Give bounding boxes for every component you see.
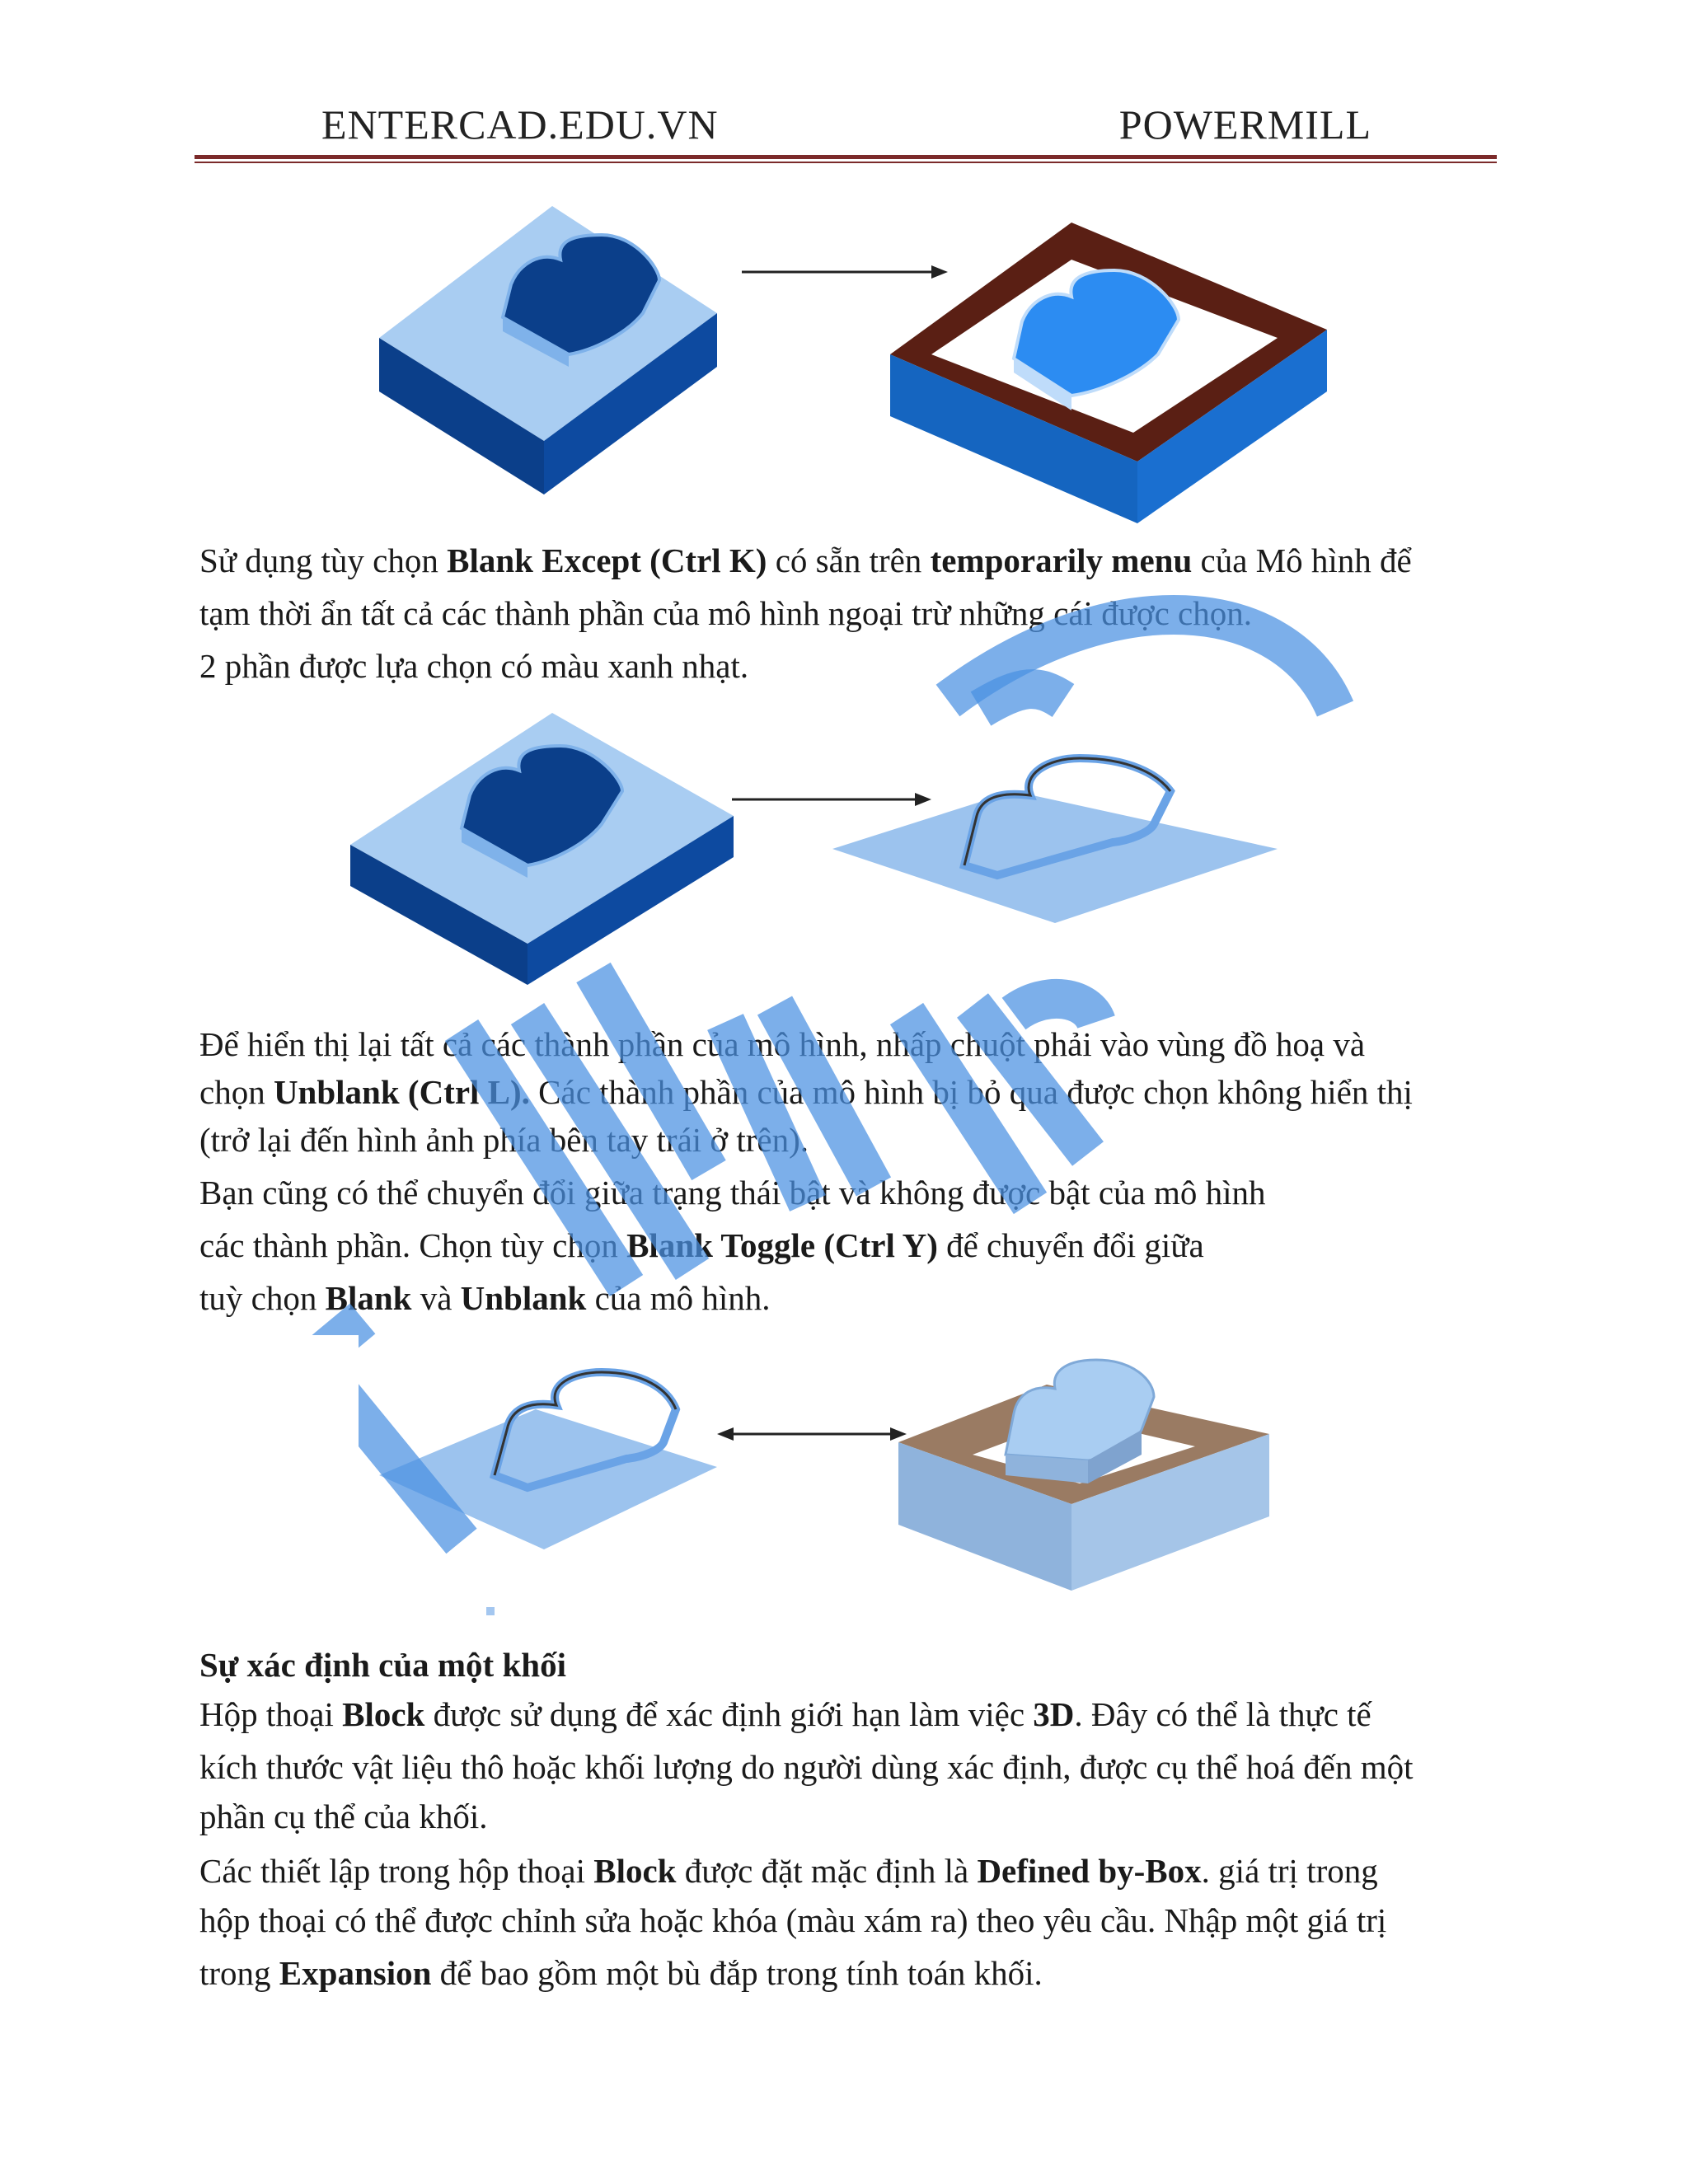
figure-blank-except — [363, 190, 1335, 536]
section-heading: Sự xác định của một khối — [199, 1646, 566, 1684]
model-block-right — [890, 223, 1327, 523]
term-temporarily-menu: temporarily menu — [930, 541, 1193, 579]
term-blank: Blank — [325, 1279, 412, 1317]
model-block-left — [350, 713, 734, 985]
term-defined-by-box: Defined by-Box — [977, 1852, 1202, 1890]
text: của mô hình. — [586, 1279, 771, 1317]
section-block-definition — [199, 1640, 1502, 1998]
text: chọn — [199, 1073, 274, 1111]
text: để chuyển đổi giữa — [937, 1226, 1204, 1264]
text-line: Bạn cũng có thể chuyển đổi giữa trạng thái bật và không được bật của mô hình — [199, 1174, 1266, 1212]
text-line: 2 phần được lựa chọn có màu xanh nhạt. — [199, 647, 749, 685]
selected-surfaces — [832, 758, 1278, 923]
selected-surfaces — [379, 1372, 717, 1549]
text: Hộp thoại — [199, 1695, 343, 1733]
text: . Đây có thể là thực tế — [1074, 1695, 1372, 1733]
figure-selected-surfaces — [338, 701, 1311, 997]
text: có sẵn trên — [767, 541, 931, 579]
term-3d: 3D — [1033, 1695, 1075, 1733]
header-site-name: ENTERCAD.EDU.VN — [321, 101, 719, 148]
term-block: Block — [593, 1852, 677, 1890]
arrow-right-icon — [732, 793, 931, 806]
text: để bao gồm một bù đắp trong tính toán khối. — [431, 1954, 1043, 1992]
text-line: kích thước vật liệu thô hoặc khối lượng do người dùng xác định, được cụ thể hoá đến một — [199, 1748, 1414, 1786]
page-header — [195, 0, 1497, 165]
text: và — [411, 1279, 461, 1317]
term-block: Block — [342, 1695, 425, 1733]
text: tuỳ chọn — [199, 1279, 326, 1317]
text: Sử dụng tùy chọn — [199, 541, 448, 579]
term-unblank: Unblank — [460, 1279, 587, 1317]
text-line: Để hiển thị lại tất cả các thành phần của mô hình, nhấp chuột phải vào vùng đồ hoạ và — [199, 1025, 1366, 1063]
text: trong — [199, 1954, 279, 1992]
header-rule-thin — [195, 162, 1497, 163]
text: các thành phần. Chọn tùy chọn — [199, 1226, 627, 1264]
model-block-right — [898, 1360, 1269, 1591]
figure-blank-toggle — [363, 1352, 1311, 1624]
term-blank-except: Blank Except (Ctrl K) — [447, 541, 767, 579]
text: được đặt mặc định là — [676, 1852, 978, 1890]
text: . giá trị trong — [1201, 1852, 1378, 1890]
text-line: hộp thoại có thể được chỉnh sửa hoặc khóa (màu xám ra) theo yêu cầu. Nhập một giá trị — [199, 1901, 1387, 1939]
term-unblank: Unblank (Ctrl L). — [273, 1073, 530, 1111]
text: của Mô hình để — [1192, 541, 1412, 579]
arrow-right-icon — [742, 265, 948, 279]
paragraph-unblank — [199, 1020, 1502, 1322]
text: Các thiết lập trong hộp thoại — [199, 1852, 594, 1890]
paragraph-blank-except — [199, 534, 1502, 692]
text: được sử dụng để xác định giới hạn làm việc — [424, 1695, 1034, 1733]
term-expansion: Expansion — [279, 1954, 432, 1992]
text: Các thành phần của mô hình bị bỏ qua được chọn không hiển thị — [529, 1073, 1413, 1111]
text-line: phần cụ thể của khối. — [199, 1797, 488, 1835]
term-blank-toggle: Blank Toggle (Ctrl Y) — [626, 1226, 938, 1264]
header-topic: POWERMILL — [1118, 101, 1372, 148]
text-line: (trở lại đến hình ảnh phía bên tay trái ở trên). — [199, 1121, 809, 1159]
model-block-left — [379, 206, 717, 494]
double-arrow-icon — [717, 1427, 907, 1441]
header-rule — [195, 155, 1497, 159]
text-line: tạm thời ẩn tất cả các thành phần của mô hình ngoại trừ những cái được chọn. — [199, 594, 1252, 632]
